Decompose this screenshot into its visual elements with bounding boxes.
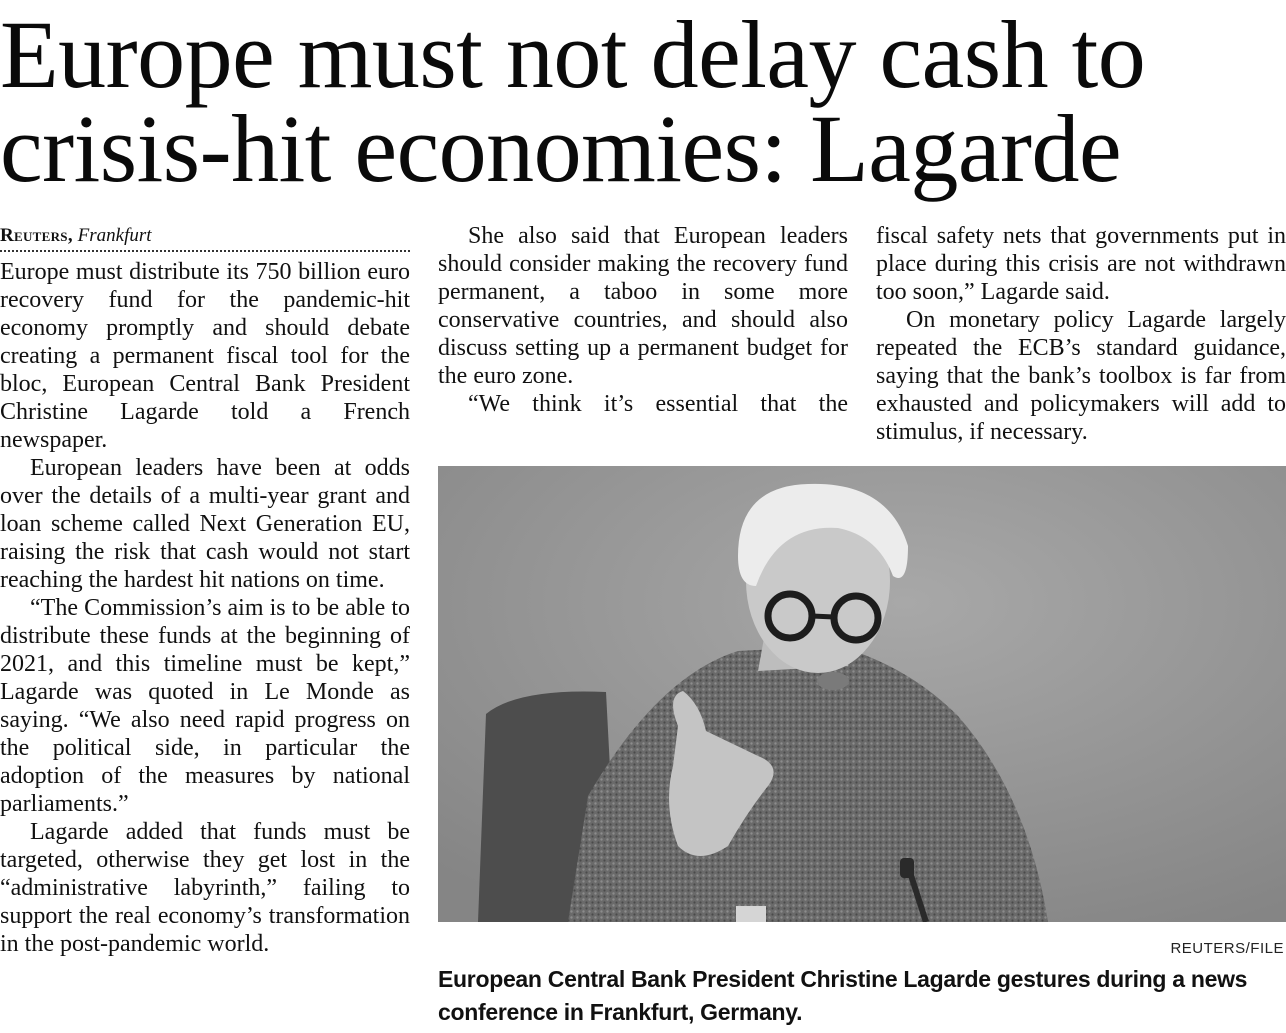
article-column-3 <box>876 222 1286 446</box>
headline-line-2: crisis-hit economies: Lagarde <box>0 95 1122 202</box>
article-column-2 <box>438 222 848 418</box>
paragraph: “We think it’s essential that the <box>468 391 848 417</box>
paragraph: Lagarde added that funds must be targeted, otherwise they get lost in the “administrative labyrinth,” failing to support the real economy’s transformation in the post-pandemic world. <box>0 819 410 957</box>
paragraph: On monetary policy Lagarde largely repeated the ECB’s standard guidance, saying that the bank’s toolbox is far from exhausted and policymakers will add to stimulus, if necessary. <box>876 307 1286 445</box>
byline-place: Frankfurt <box>77 225 152 246</box>
headline <box>0 1 1286 202</box>
photo-credit: REUTERS/FILE <box>1170 940 1284 957</box>
paragraph: “The Commission’s aim is to be able to distribute these funds at the beginning of 2021, and this timeline must be kept,” Lagarde was quoted in Le Monde as saying. “We also need rapid progress on the political side, in particular the adoption of the measures by national parliaments.” <box>0 595 410 817</box>
byline <box>0 222 410 252</box>
byline-agency: Reuters, <box>0 225 73 246</box>
headline-line-1: Europe must not delay cash to <box>0 1 1146 108</box>
paragraph: fiscal safety nets that governments put in place during this crisis are not withdrawn too soon,” Lagarde said. <box>876 223 1286 305</box>
photo-illustration <box>438 466 1286 922</box>
paragraph: She also said that European leaders should consider making the recovery fund permanent, a taboo in some more conservative countries, and should also discuss setting up a permanent budget for the euro zone. <box>438 223 848 389</box>
news-photo <box>438 466 1286 922</box>
photo-caption: European Central Bank President Christine Lagarde gestures during a news conference in Frankfurt, Germany. <box>438 966 1248 1025</box>
paragraph: European leaders have been at odds over the details of a multi-year grant and loan scheme called Next Generation EU, raising the risk that cash would not start reaching the hardest hit nations on time. <box>0 455 410 593</box>
paragraph: Europe must distribute its 750 billion euro recovery fund for the pandemic-hit economy promptly and should debate creating a permanent fiscal tool for the bloc, European Central Bank President Christine Lagarde told a French newspaper. <box>0 259 410 453</box>
article-column-1 <box>0 222 410 958</box>
